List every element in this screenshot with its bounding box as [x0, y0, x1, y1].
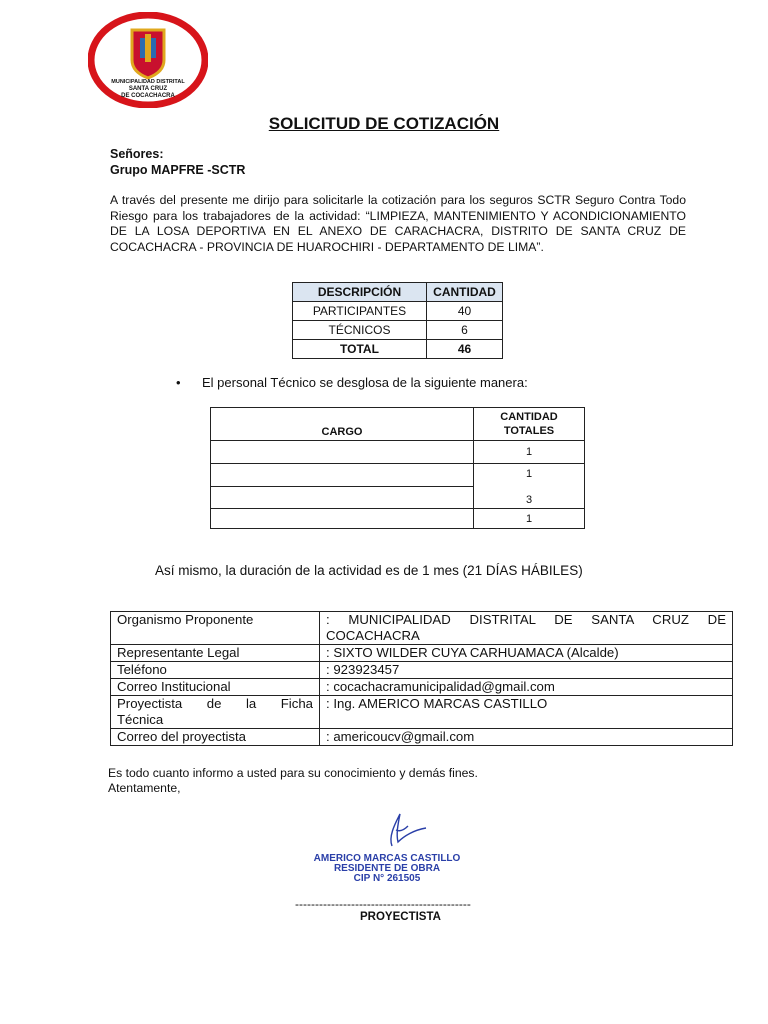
closing-line-2: Atentamente,: [108, 781, 181, 795]
closing-line-1: Es todo cuanto informo a usted para su conocimiento y demás fines.: [108, 766, 478, 780]
table-row: [111, 645, 733, 662]
bullet-text: El personal Técnico se desglosa de la siguiente manera:: [202, 375, 528, 390]
tech-cargo-cell: [211, 441, 474, 464]
table-row: [111, 729, 733, 746]
info-value: : americoucv@gmail.com: [320, 729, 733, 746]
summary-cell: 40: [427, 302, 503, 321]
table-row: [111, 679, 733, 696]
logo-line2: SANTA CRUZ: [128, 86, 168, 92]
stamp-cip: CIP N° 261505: [353, 873, 421, 884]
table-row: [111, 612, 733, 645]
tech-cargo-cell: [211, 487, 474, 509]
table-row-total: [293, 340, 503, 359]
closing-text: [108, 766, 478, 796]
info-value: : cocachacramunicipalidad@gmail.com: [320, 679, 733, 696]
info-label: Correo del proyectista: [111, 729, 320, 746]
info-label: Proyectista de la Ficha Técnica: [111, 696, 320, 729]
info-value: : SIXTO WILDER CUYA CARHUAMACA (Alcalde): [320, 645, 733, 662]
summary-table: [292, 282, 503, 359]
table-row: [111, 662, 733, 679]
bullet-icon: •: [176, 375, 181, 390]
info-value: : Ing. AMERICO MARCAS CASTILLO: [320, 696, 733, 729]
logo-line3: DE COCACHACRA: [121, 93, 175, 99]
info-label: Teléfono: [111, 662, 320, 679]
tech-header-quantity: CANTIDAD TOTALES: [474, 408, 585, 441]
summary-cell: PARTICIPANTES: [293, 302, 427, 321]
duration-text: Así mismo, la duración de la actividad es de 1 mes (21 DÍAS HÁBILES): [155, 563, 583, 578]
table-row: [293, 302, 503, 321]
document-title: SOLICITUD DE COTIZACIÓN: [268, 114, 500, 133]
table-row: [111, 696, 733, 729]
info-label: Correo Institucional: [111, 679, 320, 696]
summary-cell: TÉCNICOS: [293, 321, 427, 340]
table-row: [293, 321, 503, 340]
tech-quantity-cell: 3: [474, 487, 585, 509]
table-row: [211, 441, 585, 464]
stamp-role: RESIDENTE DE OBRA: [333, 863, 441, 874]
tech-header-cargo: CARGO: [211, 408, 474, 441]
info-value-text: : MUNICIPALIDAD DISTRITAL DE SANTA CRUZ DE: [326, 612, 726, 627]
greeting: Señores:: [110, 147, 164, 161]
summary-header-quantity: CANTIDAD: [427, 283, 503, 302]
summary-header-description: DESCRIPCIÓN: [293, 283, 427, 302]
info-label: Organismo Proponente: [111, 612, 320, 645]
tech-quantity-cell: 1: [474, 509, 585, 529]
tech-table: [210, 407, 585, 529]
table-row: [211, 509, 585, 529]
municipality-logo: [88, 12, 208, 108]
tech-cargo-cell: [211, 464, 474, 487]
tech-quantity-cell: 1: [474, 441, 585, 464]
info-label: Representante Legal: [111, 645, 320, 662]
stamp-name: AMERICO MARCAS CASTILLO: [313, 853, 461, 864]
info-value: [320, 612, 733, 645]
recipient: Grupo MAPFRE -SCTR: [110, 163, 246, 177]
signature-stamp: [300, 808, 490, 898]
summary-cell: 6: [427, 321, 503, 340]
table-row: [211, 464, 585, 487]
signature-line: --------------------------------------------: [295, 897, 471, 911]
summary-total-label: TOTAL: [293, 340, 427, 359]
signature-role: PROYECTISTA: [360, 911, 441, 923]
summary-total-value: 46: [427, 340, 503, 359]
info-value-text-cont: COCACHACRA: [326, 628, 420, 643]
info-value: : 923923457: [320, 662, 733, 679]
logo-line1: MUNICIPALIDAD DISTRITAL: [111, 79, 185, 85]
tech-quantity-cell: 1: [474, 464, 585, 487]
signature-icon: [391, 814, 426, 846]
info-table: [110, 611, 733, 746]
intro-paragraph: A través del presente me dirijo para solicitarle la cotización para los seguros SCTR Seguro Contra Todo Riesgo para los trabajadores de la actividad: “LIMPIEZA, MANTENIMIENTO Y ACONDICIONAMIENTO DE LA LOSA DEPORTIVA EN EL ANEXO DE CARACHACRA, DISTRITO DE SANTA CRUZ DE COCACHACRA - PROVINCIA DE HUAROCHIRI - DEPARTAMENTO DE LIMA”.: [110, 193, 686, 254]
table-row: [211, 487, 585, 509]
tech-cargo-cell: [211, 509, 474, 529]
